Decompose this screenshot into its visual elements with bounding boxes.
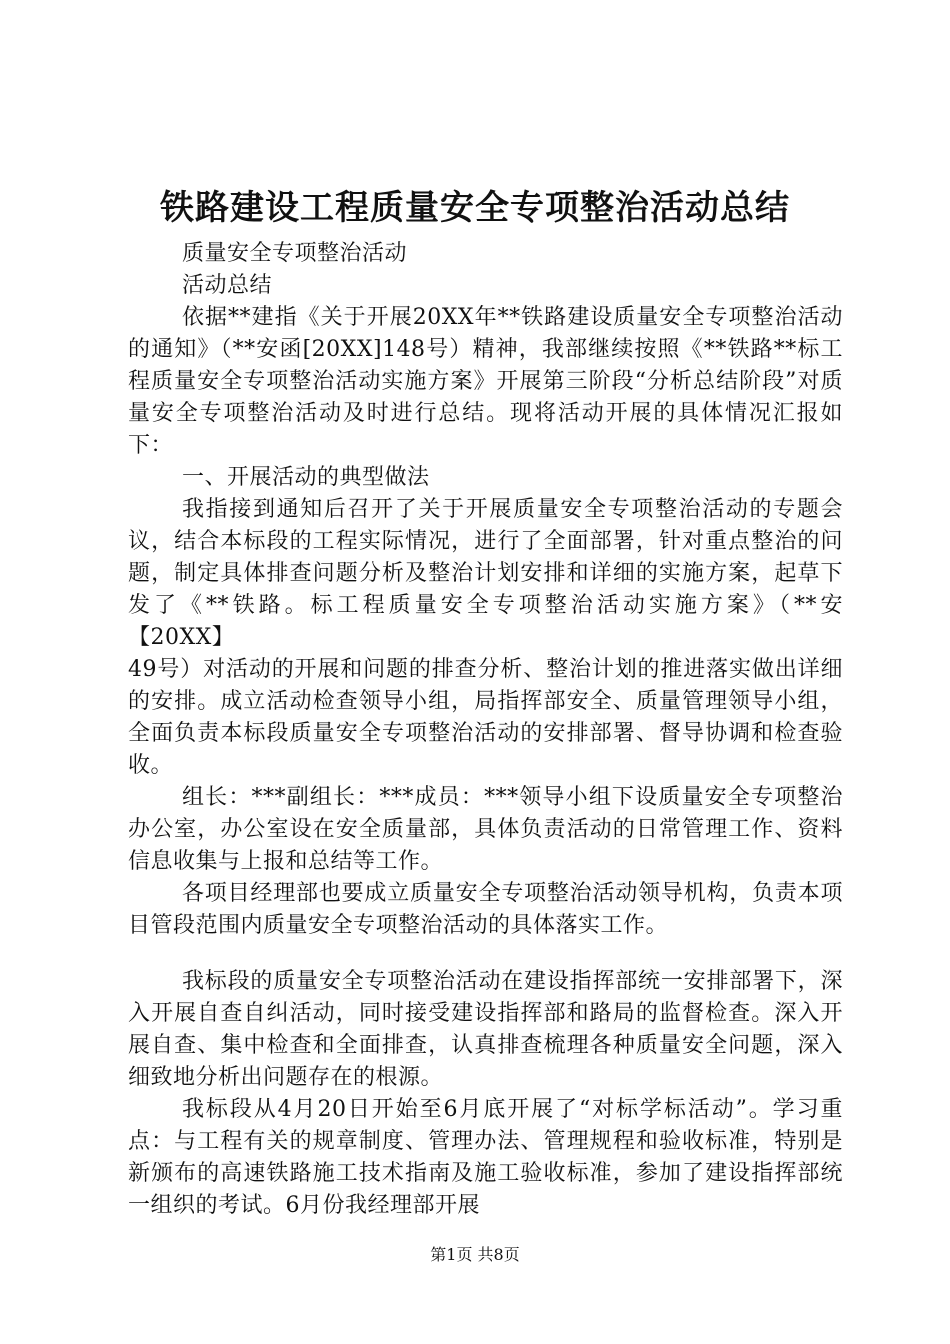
paragraph-arrangement: 49号）对活动的开展和问题的排查分析、整治计划的推进落实做出详细的安排。成立活动检查领导小组，局指挥部安全、质量管理领导小组，全面负责本标段质量安全专项整治活动的安排部署、督导协调和检查验收。 xyxy=(128,657,843,778)
paragraph-self-inspection: 我标段的质量安全专项整治活动在建设指挥部统一安排部署下，深入开展自查自纠活动，同时接受建设指挥部和路局的监督检查。深入开展自查、集中检查和全面排查，认真排查梳理各种质量安全问题，深入细致地分析出问题存在的根源。 xyxy=(128,969,843,1090)
paragraph-meeting: 我指接到通知后召开了关于开展质量安全专项整治活动的专题会议，结合本标段的工程实际情况，进行了全面部署，针对重点整治的问题，制定具体排查问题分析及整治计划安排和详细的实施方案，起草下发了《**铁路。标工程质量安全专项整治活动实施方案》（**安【20XX】 xyxy=(128,497,843,650)
document-title: 铁路建设工程质量安全专项整治活动总结 xyxy=(160,188,790,228)
paragraph-benchmark-activity: 我标段从4月20日开始至6月底开展了“对标学标活动”。学习重点：与工程有关的规章制度、管理办法、管理规程和验收标准，特别是新颁布的高速铁路施工技术指南及施工验收标准，参加了建设指挥部统一组织的考试。6月份我经理部开展 xyxy=(128,1097,843,1218)
paragraph-intro: 依据**建指《关于开展20XX年**铁路建设质量安全专项整治活动的通知》（**安函[20XX]148号）精神，我部继续按照《**铁路**标工程质量安全专项整治活动实施方案》开展第三阶段“分析总结阶段”对质量安全专项整治活动及时进行总结。现将活动开展的具体情况汇报如下： xyxy=(128,305,843,458)
page-footer: 第1页 共8页 xyxy=(430,1245,520,1264)
subtitle-line-2: 活动总结 xyxy=(182,273,273,298)
document-body xyxy=(128,238,843,1222)
paragraph-project-departments: 各项目经理部也要成立质量安全专项整治活动领导机构，负责本项目管段范围内质量安全专项整治活动的具体落实工作。 xyxy=(128,881,843,938)
subtitle-line-1: 质量安全专项整治活动 xyxy=(182,241,408,266)
section-heading-1: 一、开展活动的典型做法 xyxy=(182,465,430,490)
paragraph-leadership: 组长：***副组长：***成员：***领导小组下设质量安全专项整治办公室，办公室设在安全质量部，具体负责活动的日常管理工作、资料信息收集与上报和总结等工作。 xyxy=(128,785,843,874)
paragraph-gap xyxy=(128,942,843,966)
